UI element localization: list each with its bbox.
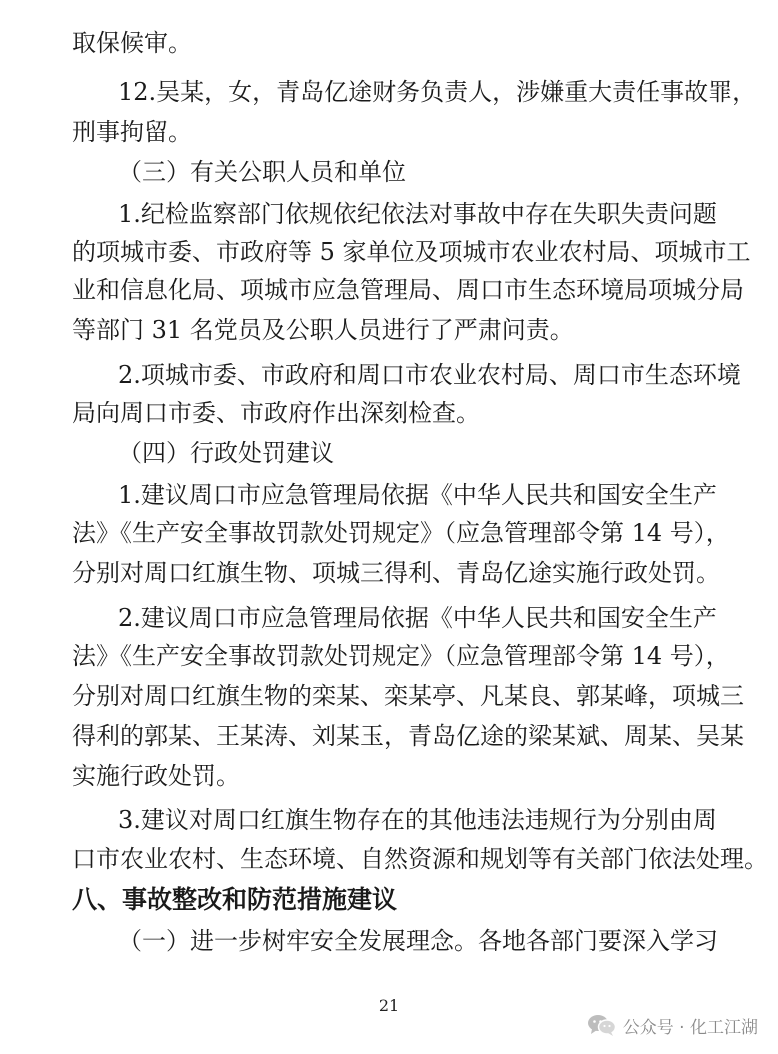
text-line: 2.建议周口市应急管理局依据《中华人民共和国安全生产 [118, 604, 717, 632]
text-line: 业和信息化局、项城市应急管理局、周口市生态环境局项城分局 [72, 276, 744, 304]
watermark-text: 公众号 · 化工江湖 [622, 1017, 758, 1038]
section-heading: （四）行政处罚建议 [118, 439, 334, 467]
text-line: 得利的郭某、王某涛、刘某玉，青岛亿途的梁某斌、周某、吴某 [72, 722, 744, 750]
watermark [587, 1008, 758, 1042]
text-line: 1.建议周口市应急管理局依据《中华人民共和国安全生产 [118, 481, 717, 509]
text-line: 分别对周口红旗生物的栾某、栾某亭、凡某良、郭某峰，项城三 [72, 682, 744, 710]
text-line: 法》《生产安全事故罚款处罚规定》（应急管理部令第 14 号）， [72, 519, 730, 547]
section-heading: （三）有关公职人员和单位 [118, 158, 406, 186]
text-line: 1.纪检监察部门依规依纪依法对事故中存在失职失责问题 [118, 200, 717, 228]
text-line: 刑事拘留。 [72, 118, 192, 146]
text-line: 取保候审。 [72, 29, 192, 57]
text-line: 2.项城市委、市政府和周口市农业农村局、周口市生态环境 [118, 361, 741, 389]
text-line: 12.吴某，女，青岛亿途财务负责人，涉嫌重大责任事故罪， [118, 78, 757, 106]
page-number: 21 [378, 996, 400, 1015]
chapter-heading: 八、事故整改和防范措施建议 [72, 885, 398, 914]
text-line: 口市农业农村、生态环境、自然资源和规划等有关部门依法处理。 [72, 845, 768, 873]
text-line: 的项城市委、市政府等 5 家单位及项城市农业农村局、项城市工 [72, 238, 751, 266]
wechat-icon [587, 1013, 617, 1037]
text-line: 3.建议对周口红旗生物存在的其他违法违规行为分别由周 [118, 806, 717, 834]
text-line: 等部门 31 名党员及公职人员进行了严肃问责。 [72, 316, 574, 344]
text-line: 法》《生产安全事故罚款处罚规定》（应急管理部令第 14 号）， [72, 642, 730, 670]
text-line: （一）进一步树牢安全发展理念。各地各部门要深入学习 [118, 927, 718, 955]
text-line: 分别对周口红旗生物、项城三得利、青岛亿途实施行政处罚。 [72, 559, 720, 587]
text-line: 局向周口市委、市政府作出深刻检查。 [72, 399, 480, 427]
text-line: 实施行政处罚。 [72, 762, 240, 790]
